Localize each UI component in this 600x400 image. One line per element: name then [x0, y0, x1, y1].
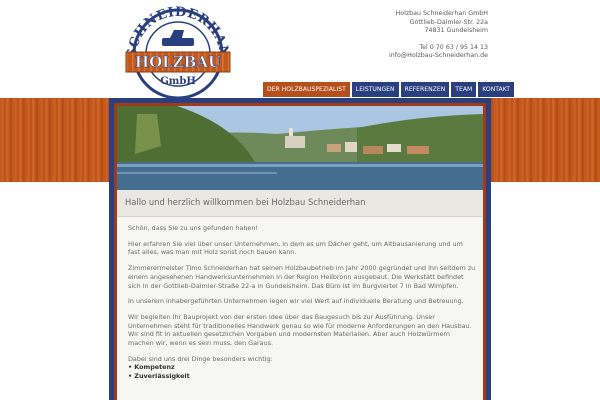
plane-icon — [162, 38, 194, 46]
nav-item-leistungen[interactable]: LEISTUNGEN — [352, 82, 399, 97]
main-text — [128, 224, 476, 381]
landscape-photo — [117, 106, 483, 190]
company-name: Holzbau Schneiderhan GmbH — [395, 10, 488, 17]
contact-block — [288, 10, 488, 61]
company-phone: Tel 0 70 63 / 95 14 13 — [419, 43, 488, 51]
values-list — [128, 363, 476, 380]
nav-item-kontakt[interactable]: KONTAKT — [478, 82, 514, 97]
project-paragraph: Wir begleiten Ihr Bauprojekt von der ersten Idee über das Baugesuch bis zur Ausführung. Unser Unternehmen steht für traditionelles Handwerk genau so wie für moderne Anforderungen an den Hausbau. Wir sind fit in aktuellen gesetzlichen Vorgaben und modernsten Materialien. Aber auch Holzwürmern machen wir, wenn es sein muss, den Garaus. — [128, 312, 472, 348]
logo-bottom-text: GmbH — [160, 76, 196, 87]
header — [0, 0, 600, 98]
list-item: • Zuverlässigkeit — [128, 372, 190, 381]
intro-paragraph: Schön, dass Sie zu uns gefunden haben! — [128, 224, 258, 232]
welcome-bar — [117, 190, 483, 217]
main-nav — [263, 82, 514, 97]
logo-top-text: CHNEIDERHA — [126, 4, 229, 50]
company-street: Gottlieb-Daimler-Str. 22a — [409, 18, 488, 26]
nav-item-holzbauspezialist[interactable]: DER HOLZBAUSPEZIALIST — [263, 82, 350, 97]
company-city: 74831 Gundelsheim — [424, 27, 488, 35]
page-title: Hallo und herzlich willkommen bei Holzbau Schneiderhan — [125, 197, 366, 207]
about-paragraph: Hier erfahren Sie viel über unser Unternehmen, in dem es um Dächer geht, um Altbausanierung und um fast alles, was man mit Holz sonst noch bauen kann. — [128, 239, 463, 257]
service-paragraph: In unserem inhabergeführten Unternehmen legen wir viel Wert auf individuelle Beratung und Betreuung. — [128, 297, 464, 306]
company-email[interactable]: info@Holzbau-Schneiderhan.de — [389, 52, 488, 60]
header-photo — [117, 106, 483, 190]
values-intro: Dabei sind uns drei Dinge besonders wichtig: — [128, 354, 273, 363]
nav-item-team[interactable]: TEAM — [451, 82, 476, 97]
company-logo[interactable] — [118, 4, 238, 100]
history-paragraph: Zimmerermeister Timo Schneiderhan hat seinen Holzbaubetrieb im Jahr 2000 gegründet und ihn seitdem zu einem angesehenen Handwerksunternehmen in der Region Heilbronn ausgebaut. Die Werkstatt befindet sich in der Gottlieb-Daimler-Straße 22-a in Gundelsheim. Das Büro ist im Burgviertel 7 in Bad Wimpfen. — [128, 264, 476, 290]
list-item: • Kompetenz — [128, 363, 175, 372]
logo-graphic — [118, 4, 238, 100]
nav-item-referenzen[interactable]: REFERENZEN — [401, 82, 450, 97]
logo-banner-text: HOLZBAU — [134, 53, 222, 71]
